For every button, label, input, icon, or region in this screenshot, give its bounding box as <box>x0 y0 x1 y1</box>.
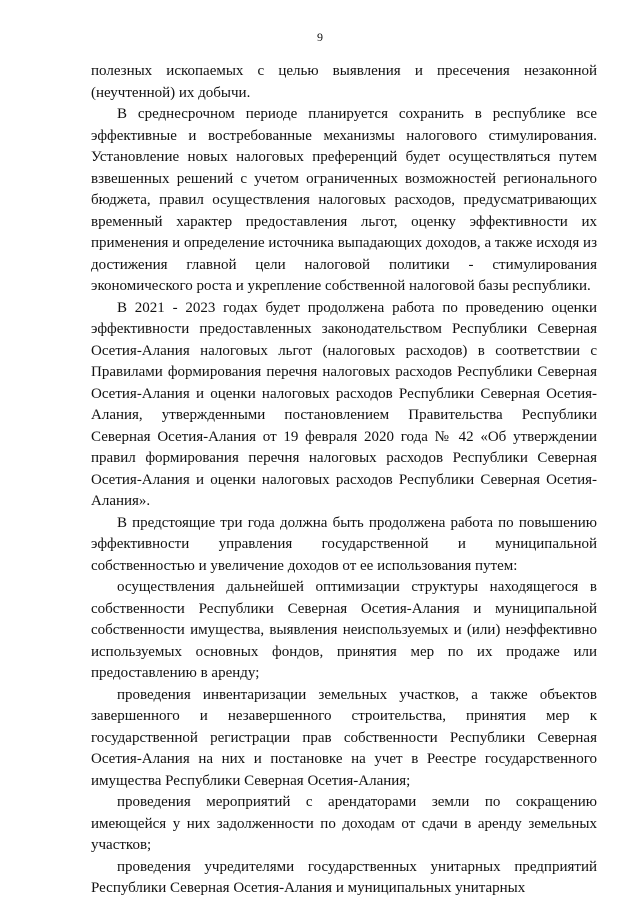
paragraph-property-management: В предстоящие три года должна быть продолжена работа по повышению эффективности управления государственной и муниципальной собственностью и увеличение доходов от ее использования путем: <box>91 514 597 574</box>
list-item-inventory: проведения инвентаризации земельных участков, а также объектов завершенного и незавершенного строительства, принятия мер к государственной регистрации прав собственности Республики Северная Осетия-Алания на них и постановке на учет в Реестре государственного имущества Республики Северная Осетия-Алания; <box>91 686 597 789</box>
list-item-unitary-enterprises: проведения учредителями государственных унитарных предприятий Республики Северная Осетия-Алания и муниципальных унитарных <box>91 858 597 896</box>
list-item-optimization: осуществления дальнейшей оптимизации структуры находящегося в собственности Республики Северная Осетия-Алания и муниципальной собственности имущества, выявления неиспользуемых и (или) неэффективно используемых основных фондов, принятия мер по их продаже или предоставлению в аренду; <box>91 579 597 681</box>
paragraph-tax-incentives: В среднесрочном периоде планируется сохранить в республике все эффективные и востребованные механизмы налогового стимулирования. Установление новых налоговых преференций будет осуществляться путем взвешенных решений с учетом ограниченных возможностей регионального бюджета, правил осуществления налоговых расходов, предусматривающих временный характер предоставления льгот, оценку эффективности их применения и определение источника выпадающих доходов, а также исходя из достижения главной цели налоговой политики - стимулирования экономического роста и укрепление собственной налоговой базы республики. <box>91 106 597 294</box>
list-item-tenant-debt: проведения мероприятий с арендаторами земли по сокращению имеющейся у них задолженности по доходам от сдачи в аренду земельных участков; <box>91 794 597 853</box>
document-body <box>91 61 597 900</box>
page-number: 9 <box>317 30 323 44</box>
paragraph-continuation: полезных ископаемых с целью выявления и пресечения незаконной (неучтенной) их добычи. <box>91 63 597 101</box>
paragraph-tax-expenditure-assessment: В 2021 - 2023 годах будет продолжена работа по проведению оценки эффективности предоставленных законодательством Республики Северная Осетия-Алания налоговых льгот (налоговых расходов) в соответствии с Правилами формирования перечня налоговых расходов Республики Северная Осетия-Алания и оценки налоговых расходов Республики Северная Осетия-Алания, утвержденными постановлением Правительства Республики Северная Осетия-Алания от 19 февраля 2020 года № 42 «Об утверждении правил формирования перечня налоговых расходов Республики Северная Осетия-Алания и оценки налоговых расходов Республики Северная Осетия-Алания». <box>91 299 597 509</box>
